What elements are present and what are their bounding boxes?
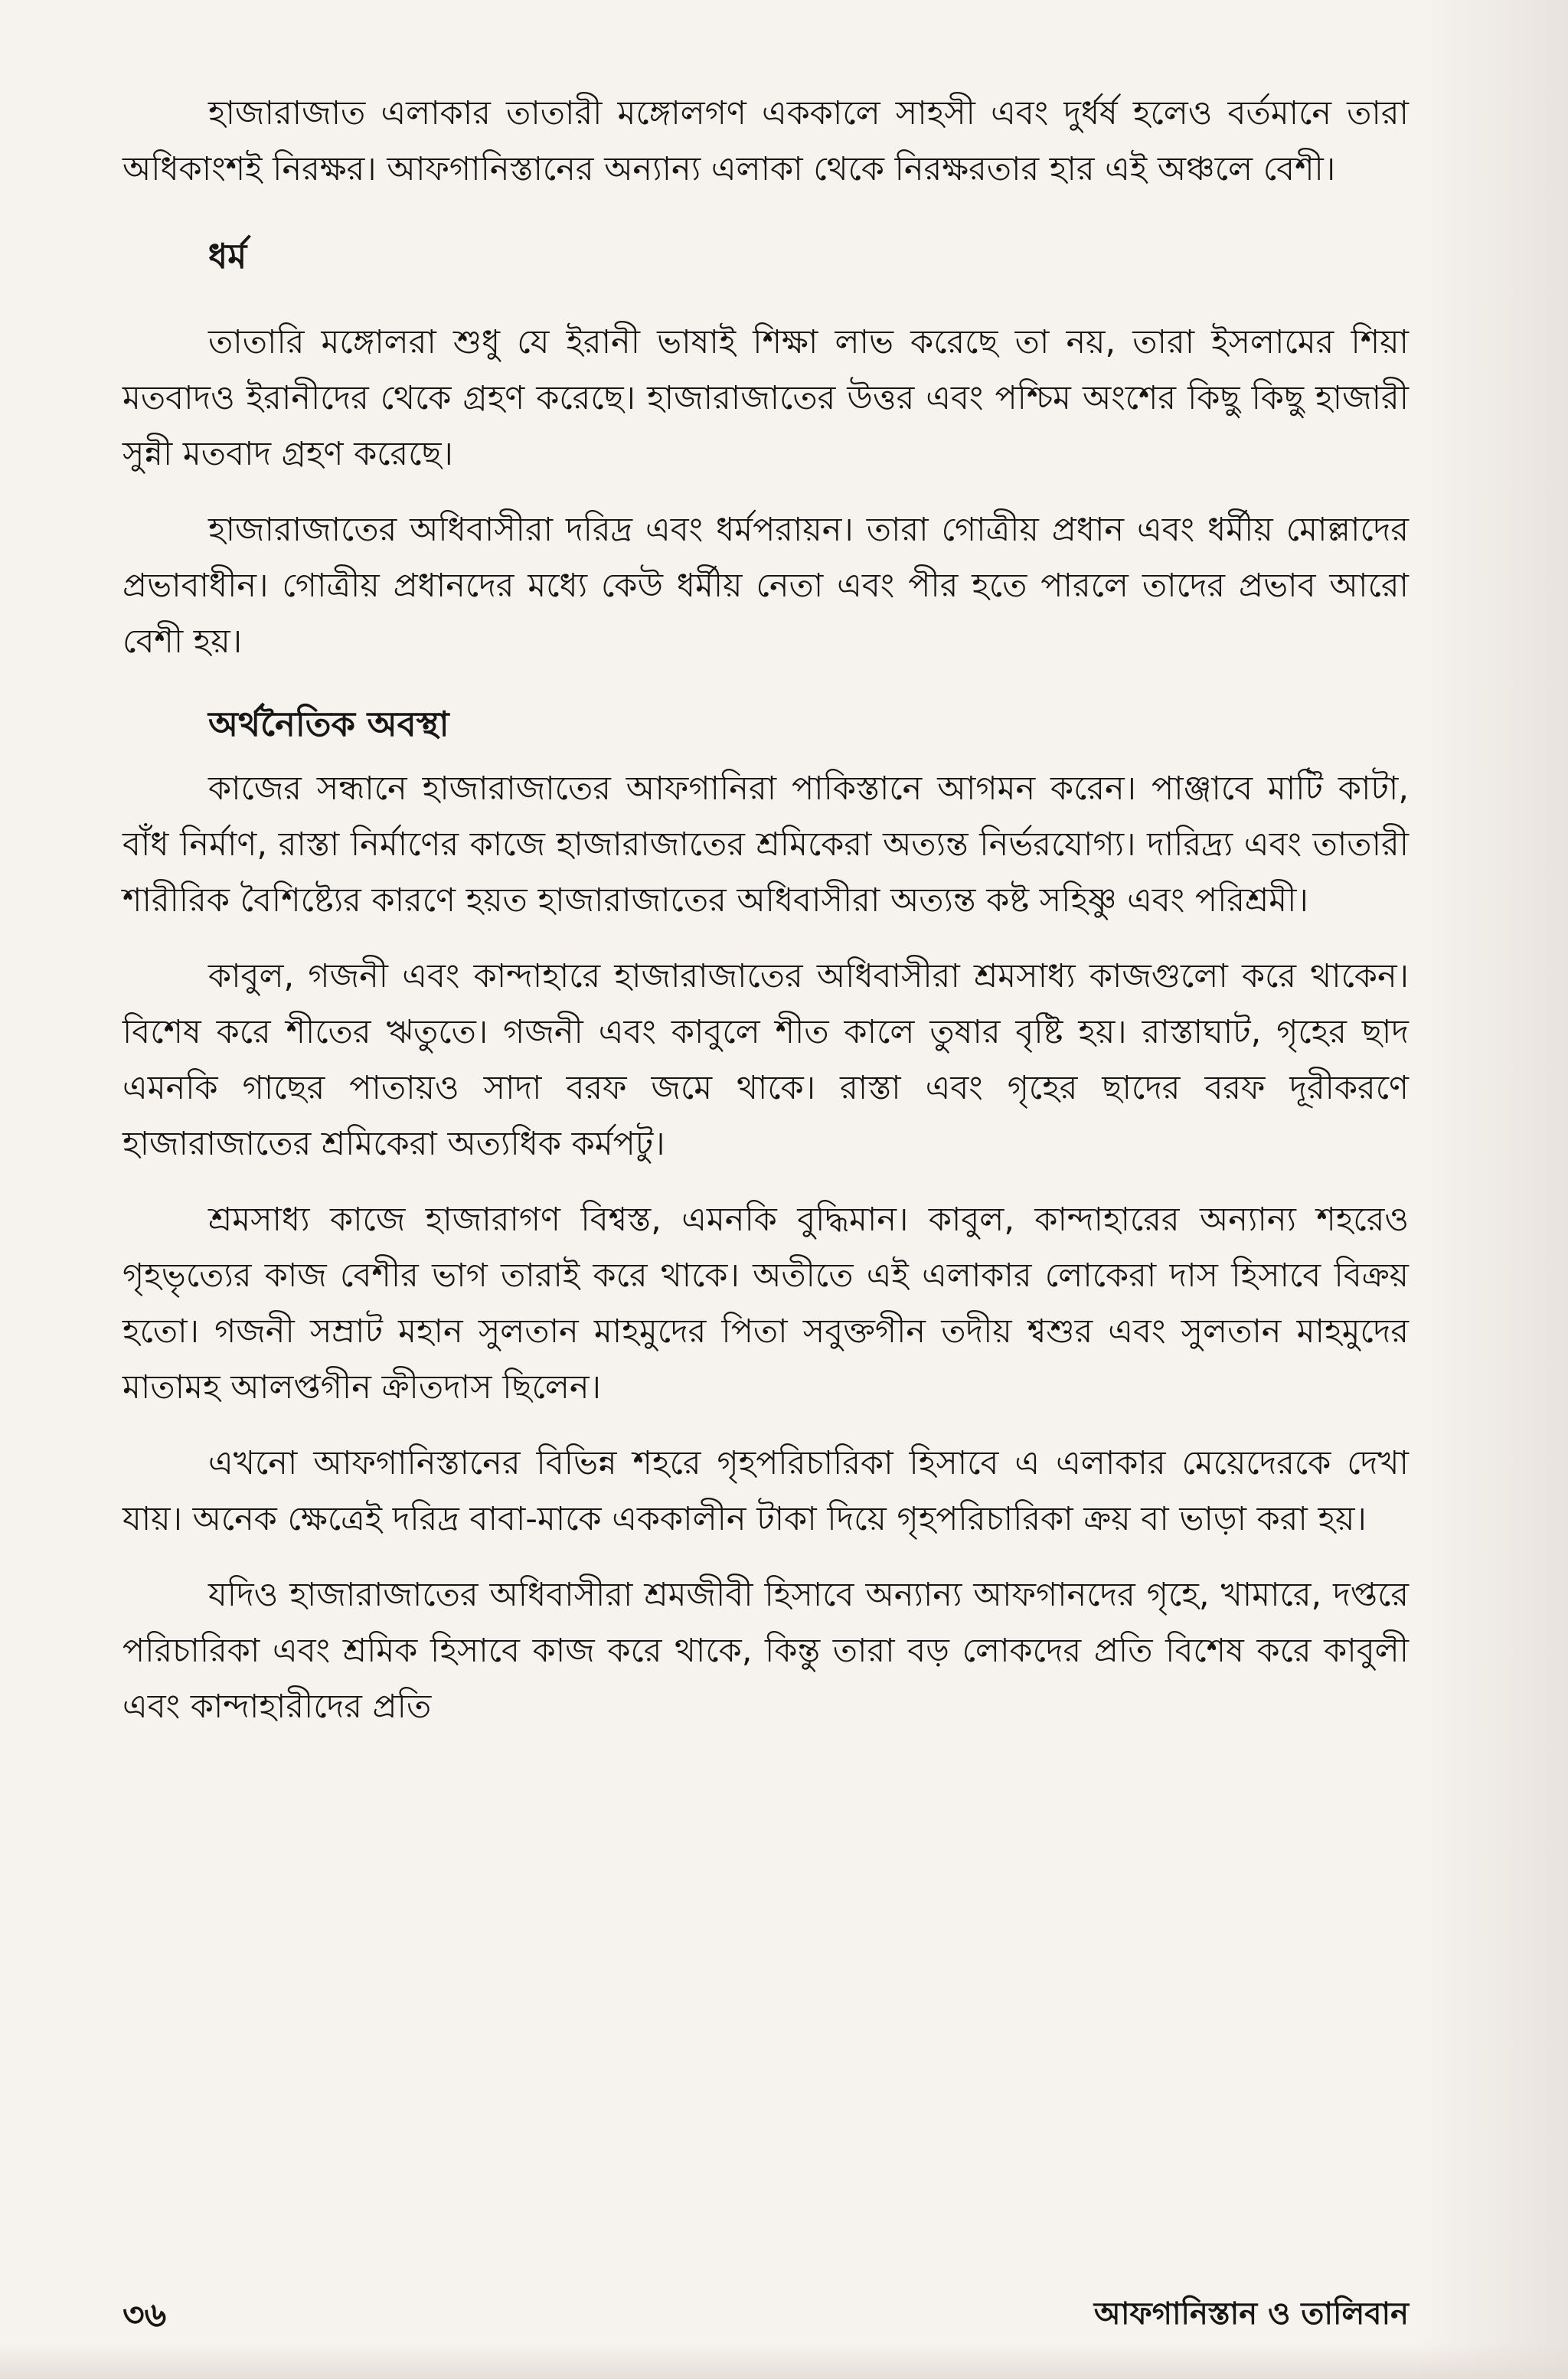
economy-paragraph-4: এখনো আফগানিস্তানের বিভিন্ন শহরে গৃহপরিচারিকা হিসাবে এ এলাকার মেয়েদেরকে দেখা যায়। অনেক ক্ষেত্রেই দরিদ্র বাবা-মাকে এককালীন টাকা দিয়ে গৃহপরিচারিকা ক্রয় বা ভাড়া করা হয়। <box>122 1444 1409 1538</box>
intro-paragraph: হাজারাজাত এলাকার তাতারী মঙ্গোলগণ এককালে সাহসী এবং দুর্ধর্ষ হলেও বর্তমানে তারা অধিকাংশই নিরক্ষর। আফগানিস্তানের অন্যান্য এলাকা থেকে নিরক্ষরতার হার এই অঞ্চলে বেশী। <box>122 94 1409 188</box>
religion-paragraph-2: হাজারাজাতের অধিবাসীরা দরিদ্র এবং ধর্মপরায়ন। তারা গোত্রীয় প্রধান এবং ধর্মীয় মোল্লাদের প্রভাবাধীন। গোত্রীয় প্রধানদের মধ্যে কেউ ধর্মীয় নেতা এবং পীর হতে পারলে তাদের প্রভাব আরো বেশী হয়। <box>122 511 1409 661</box>
religion-heading: ধর্ম <box>208 236 247 276</box>
running-title: আফগানিস্তান ও তালিবান <box>1093 2296 1409 2332</box>
economy-paragraph-5: যদিও হাজারাজাতের অধিবাসীরা শ্রমজীবী হিসাবে অন্যান্য আফগানদের গৃহে, খামারে, দপ্তরে পরিচারিকা এবং শ্রমিক হিসাবে কাজ করে থাকে, কিন্তু তারা বড় লোকদের প্রতি বিশেষ করে কাবুলী এবং কান্দাহারীদের প্রতি <box>122 1576 1409 1726</box>
religion-paragraph-1: তাতারি মঙ্গোলরা শুধু যে ইরানী ভাষাই শিক্ষা লাভ করেছে তা নয়, তারা ইসলামের শিয়া মতবাদও ইরানীদের থেকে গ্রহণ করেছে। হাজারাজাতের উত্তর এবং পশ্চিম অংশের কিছু কিছু হাজারী সুন্নী মতবাদ গ্রহণ করেছে। <box>122 323 1409 473</box>
economy-heading: অর্থনৈতিক অবস্থা <box>208 704 449 744</box>
economy-paragraph-3: শ্রমসাধ্য কাজে হাজারাগণ বিশ্বস্ত, এমনকি বুদ্ধিমান। কাবুল, কান্দাহারের অন্যান্য শহরেও গৃহভৃত্যের কাজ বেশীর ভাগ তারাই করে থাকে। অতীতে এই এলাকার লোকেরা দাস হিসাবে বিক্রয় হতো। গজনী সম্রাট মহান সুলতান মাহমুদের পিতা সবুক্তগীন তদীয় শ্বশুর এবং সুলতান মাহমুদের মাতামহ আলপ্তগীন ক্রীতদাস ছিলেন। <box>122 1201 1409 1407</box>
page-bottom-shadow <box>0 2343 1568 2379</box>
page-footer <box>122 2289 1409 2343</box>
economy-paragraph-2: কাবুল, গজনী এবং কান্দাহারে হাজারাজাতের অধিবাসীরা শ্রমসাধ্য কাজগুলো করে থাকেন। বিশেষ করে শীতের ঋতুতে। গজনী এবং কাবুলে শীত কালে তুষার বৃষ্টি হয়। রাস্তাঘাট, গৃহের ছাদ এমনকি গাছের পাতায়ও সাদা বরফ জমে থাকে। রাস্তা এবং গৃহের ছাদের বরফ দূরীকরণে হাজারাজাতের শ্রমিকেরা অত্যধিক কর্মপটু। <box>122 957 1409 1163</box>
page-body <box>122 86 1409 1755</box>
page-edge-shadow <box>1416 0 1568 2379</box>
page-number: ৩৬ <box>122 2296 167 2335</box>
economy-paragraph-1: কাজের সন্ধানে হাজারাজাতের আফগানিরা পাকিস্তানে আগমন করেন। পাঞ্জাবে মাটি কাটা, বাঁধ নির্মাণ, রাস্তা নির্মাণের কাজে হাজারাজাতের শ্রমিকেরা অত্যন্ত নির্ভরযোগ্য। দারিদ্র্য এবং তাতারী শারীরিক বৈশিষ্ট্যের কারণে হয়ত হাজারাজাতের অধিবাসীরা অত্যন্ত কষ্ট সহিষ্ণু এবং পরিশ্রমী। <box>122 770 1409 920</box>
